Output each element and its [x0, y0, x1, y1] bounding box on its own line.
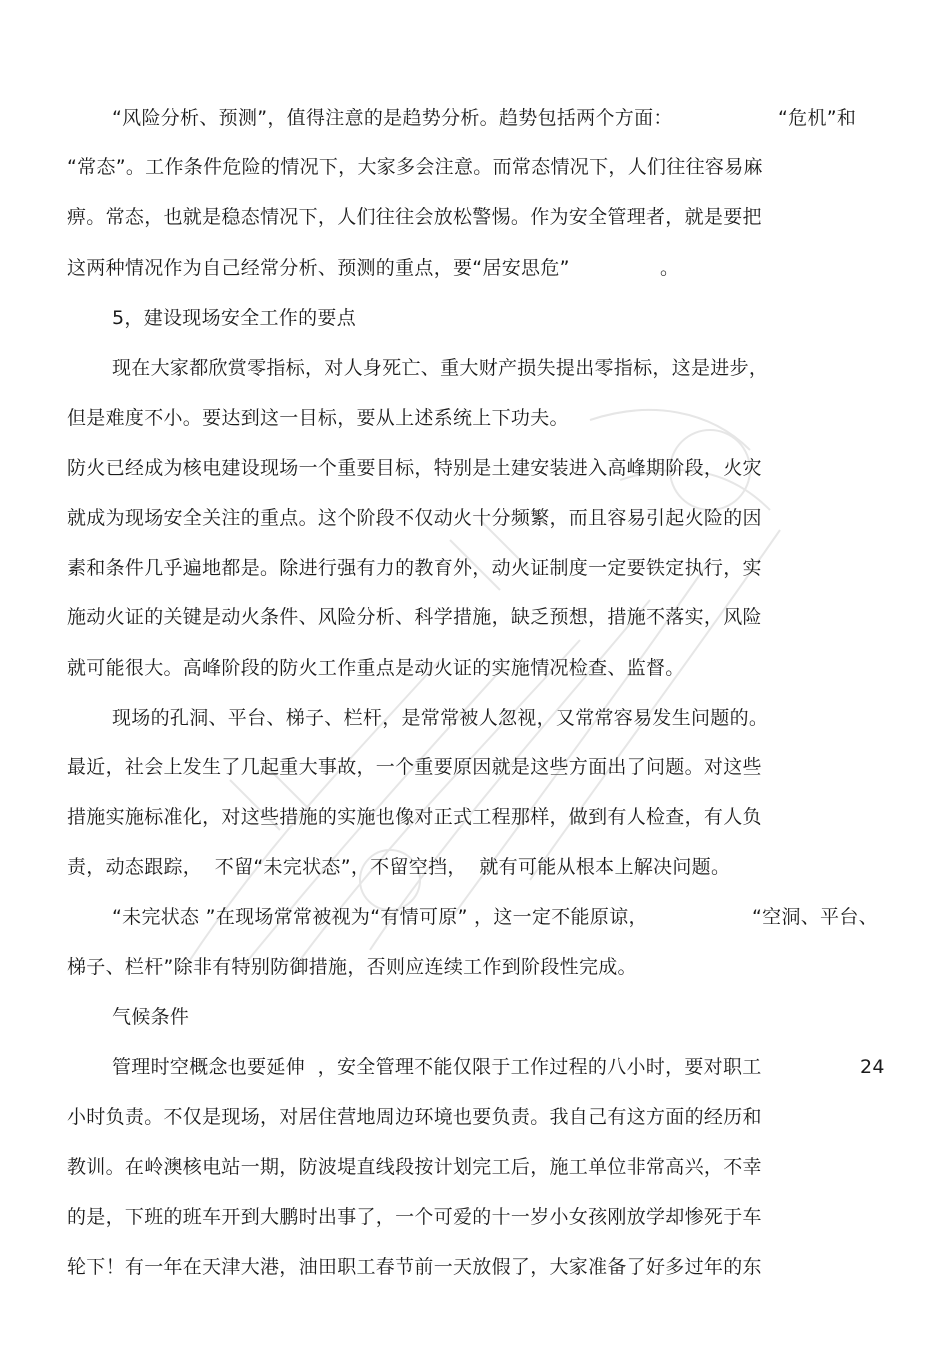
text-line: “未完状态 ”在现场常常被视为“有情可原” ，这一定不能原谅，	[112, 906, 648, 928]
text-line: 施动火证的关键是动火条件、风险分析、科学措施，缺乏预想，措施不落实，风险	[67, 606, 762, 628]
text-line: 现在大家都欣赏零指标，对人身死亡、重大财产损失提出零指标，这是进步，	[112, 357, 769, 379]
text-line: 。	[660, 257, 680, 279]
text-line: 梯子、栏杆”除非有特别防御措施，否则应连续工作到阶段性完成。	[67, 956, 637, 978]
text-line: 就可能很大。高峰阶段的防火工作重点是动火证的实施情况检查、监督。	[67, 657, 685, 679]
text-line: 教训。在岭澳核电站一期，防波堤直线段按计划完工后，施工单位非常高兴，不幸	[67, 1156, 762, 1178]
text-line: 措施实施标准化，对这些措施的实施也像对正式工程那样，做到有人检查，有人负	[67, 806, 762, 828]
text-line: 小时负责。不仅是现场，对居住营地周边环境也要负责。我自己有这方面的经历和	[67, 1106, 762, 1128]
text-line: 最近，社会上发生了几起重大事故，一个重要原因就是这些方面出了问题。对这些	[67, 756, 762, 778]
text-line: 素和条件几乎遍地都是。除进行强有力的教育外，动火证制度一定要铁定执行，实	[67, 557, 762, 579]
text-line: 但是难度不小。要达到这一目标，要从上述系统上下功夫。	[67, 407, 569, 429]
text-line: 轮下！有一年在天津大港，油田职工春节前一天放假了，大家准备了好多过年的东	[67, 1256, 762, 1278]
text-line: 痹。常态，也就是稳态情况下，人们往往会放松警惕。作为安全管理者，就是要把	[67, 206, 762, 228]
text-line: “空洞、平台、	[752, 906, 878, 928]
text-line: “常态”。工作条件危险的情况下，大家多会注意。而常态情况下，人们往往容易麻	[67, 156, 763, 178]
text-line: “危机”和	[778, 107, 857, 129]
section-heading: 5，建设现场安全工作的要点	[112, 307, 356, 329]
text-line: 责，动态跟踪， 不留“未完状态”，不留空挡， 就有可能从根本上解决问题。	[67, 856, 731, 878]
text-line: 管理时空概念也要延伸 ，安全管理不能仅限于工作过程的八小时，要对职工	[112, 1056, 762, 1078]
text-line: “风险分析、预测”，值得注意的是趋势分析。趋势包括两个方面：	[112, 107, 673, 129]
section-heading: 气候条件	[112, 1006, 190, 1028]
text-line: 现场的孔洞、平台、梯子、栏杆，是常常被人忽视，又常常容易发生问题的。	[112, 707, 769, 729]
text-line: 就成为现场安全关注的重点。这个阶段不仅动火十分频繁，而且容易引起火险的因	[67, 507, 762, 529]
text-line: 的是，下班的班车开到大鹏时出事了，一个可爱的十一岁小女孩刚放学却惨死于车	[67, 1206, 762, 1228]
text-line: 24	[860, 1056, 885, 1078]
text-line: 这两种情况作为自己经常分析、预测的重点，要“居安思危”	[67, 257, 570, 279]
text-line: 防火已经成为核电建设现场一个重要目标，特别是土建安装进入高峰期阶段，火灾	[67, 457, 762, 479]
